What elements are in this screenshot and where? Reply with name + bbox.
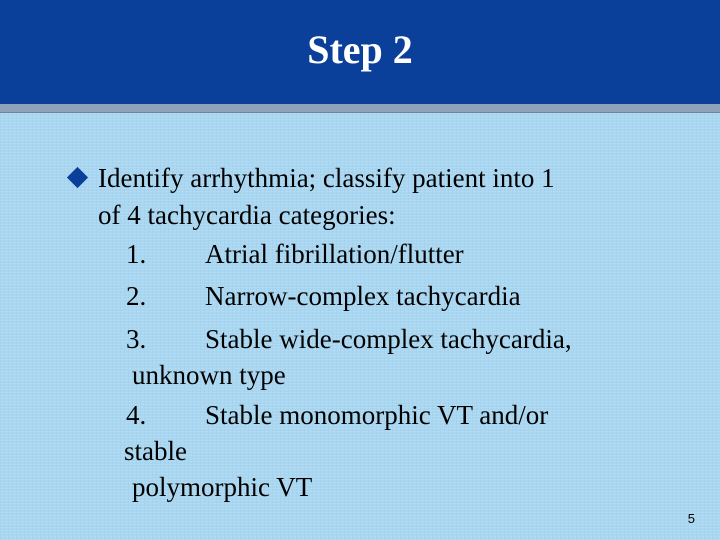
list-item-number-2: 2. [126, 281, 147, 311]
list-item-text-4: Stable monomorphic VT and/or [205, 400, 549, 430]
list-item-number-4: 4. [126, 400, 147, 430]
list-item-number-1: 1. [126, 239, 147, 269]
list-item-text-2: Narrow-complex tachycardia [205, 281, 521, 311]
slide-title: Step 2 [307, 26, 413, 72]
list-item-continuation-3: unknown type [132, 360, 286, 390]
diamond-bullet-icon [67, 167, 88, 188]
page-number: 5 [687, 511, 695, 526]
list-item-continuation-4a: stable [124, 436, 187, 466]
bullet-text-line-1: Identify arrhythmia; classify patient into 1 [98, 163, 555, 193]
list-item-number-3: 3. [126, 324, 147, 354]
bullet-text-line-2: of 4 tachycardia categories: [98, 200, 396, 230]
list-item-continuation-4b: polymorphic VT [132, 472, 313, 502]
list-item-text-3: Stable wide-complex tachycardia, [205, 324, 572, 354]
list-item-text-1: Atrial fibrillation/flutter [205, 239, 464, 269]
